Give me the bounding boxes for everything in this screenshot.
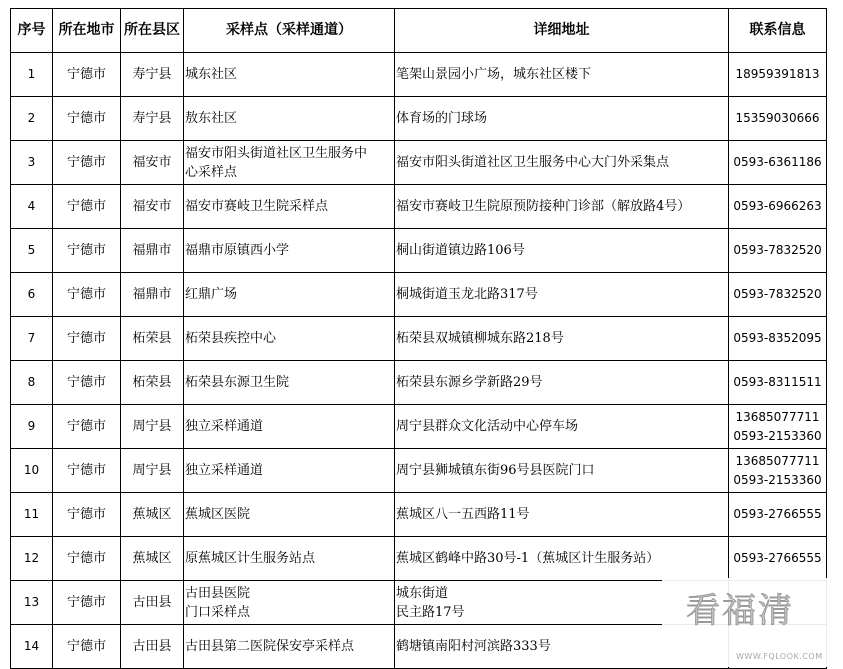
cell-county: 古田县 [121, 581, 184, 625]
cell-site-line: 古田县医院 [185, 585, 251, 601]
cell-address [395, 493, 729, 537]
sampling-sites-table [10, 8, 827, 669]
cell-site [184, 537, 395, 581]
table-row [11, 185, 827, 229]
table-row [11, 449, 827, 493]
cell-contact [729, 449, 827, 493]
cell-site [184, 97, 395, 141]
cell-site-line: 柘荣县疾控中心 [185, 331, 277, 346]
table-row [11, 229, 827, 273]
cell-contact-line: 13685077711 [735, 409, 820, 424]
cell-contact-line: 0593-2766555 [733, 507, 822, 521]
cell-site-line: 柘荣县东源卫生院 [185, 375, 290, 390]
cell-site [184, 53, 395, 97]
cell-index: 12 [11, 537, 53, 581]
cell-address [395, 185, 729, 229]
cell-address-line: 福安市阳头街道社区卫生服务中心大门外采集点 [396, 155, 670, 170]
cell-county: 蕉城区 [121, 493, 184, 537]
cell-index: 1 [11, 53, 53, 97]
cell-site-line: 蕉城区医院 [185, 507, 251, 522]
cell-contact [729, 537, 827, 581]
cell-index: 14 [11, 625, 53, 669]
cell-site [184, 185, 395, 229]
header-address: 详细地址 [395, 9, 729, 53]
cell-address-line: 笔架山景园小广场，城东社区楼下 [396, 67, 592, 82]
cell-city: 宁德市 [53, 449, 121, 493]
cell-address [395, 141, 729, 185]
cell-site [184, 493, 395, 537]
cell-index: 9 [11, 405, 53, 449]
cell-site-line: 原蕉城区计生服务站点 [185, 551, 316, 566]
cell-city: 宁德市 [53, 185, 121, 229]
watermark-url: WWW.FQLOOK.COM [736, 652, 823, 661]
cell-county: 周宁县 [121, 405, 184, 449]
cell-site-line: 福鼎市原镇西小学 [185, 243, 290, 258]
cell-address-line: 城东街道 [396, 585, 449, 601]
table-row [11, 361, 827, 405]
table-row [11, 537, 827, 581]
cell-city: 宁德市 [53, 581, 121, 625]
cell-site [184, 625, 395, 669]
cell-county: 周宁县 [121, 449, 184, 493]
cell-contact [729, 493, 827, 537]
cell-city: 宁德市 [53, 97, 121, 141]
cell-city: 宁德市 [53, 141, 121, 185]
cell-address-line: 蕉城区鹤峰中路30号-1（蕉城区计生服务站） [396, 551, 660, 566]
cell-county: 福鼎市 [121, 273, 184, 317]
cell-contact-line: 0593-8311511 [733, 375, 822, 389]
cell-site [184, 229, 395, 273]
cell-contact-line: 18959391813 [735, 67, 820, 81]
cell-address-line: 体育场的门球场 [396, 111, 488, 126]
cell-contact-line: 0593-2766555 [733, 551, 822, 565]
cell-site [184, 405, 395, 449]
cell-address-line: 蕉城区八一五西路11号 [396, 507, 530, 522]
cell-address [395, 361, 729, 405]
cell-contact [729, 97, 827, 141]
cell-contact-line: 0593-6361186 [733, 155, 822, 169]
cell-city: 宁德市 [53, 405, 121, 449]
cell-site [184, 449, 395, 493]
cell-city: 宁德市 [53, 361, 121, 405]
cell-city: 宁德市 [53, 537, 121, 581]
cell-index: 6 [11, 273, 53, 317]
cell-index: 13 [11, 581, 53, 625]
cell-site-line: 城东社区 [185, 67, 238, 82]
cell-contact [729, 317, 827, 361]
cell-address [395, 405, 729, 449]
cell-site-line: 敖东社区 [185, 111, 238, 126]
cell-contact [729, 53, 827, 97]
cell-contact-line: 15359030666 [735, 111, 820, 125]
cell-address-line: 福安市赛岐卫生院原预防接种门诊部（解放路4号） [396, 199, 691, 214]
cell-address [395, 317, 729, 361]
cell-site-line: 福安市赛岐卫生院采样点 [185, 199, 329, 214]
cell-county: 柘荣县 [121, 361, 184, 405]
cell-address [395, 537, 729, 581]
cell-index: 11 [11, 493, 53, 537]
cell-city: 宁德市 [53, 229, 121, 273]
cell-address-line: 桐城街道玉龙北路317号 [396, 287, 538, 302]
cell-contact [729, 185, 827, 229]
cell-county: 福鼎市 [121, 229, 184, 273]
watermark-logo-text: 看福清 [686, 591, 794, 631]
table-row [11, 273, 827, 317]
header-county: 所在县区 [121, 9, 184, 53]
cell-address [395, 53, 729, 97]
header-city: 所在地市 [53, 9, 121, 53]
table-row [11, 141, 827, 185]
cell-county: 福安市 [121, 185, 184, 229]
cell-site-line: 福安市阳头街道社区卫生服务中 [185, 145, 368, 161]
header-contact: 联系信息 [729, 9, 827, 53]
table-row [11, 493, 827, 537]
cell-city: 宁德市 [53, 493, 121, 537]
cell-address-line: 民主路17号 [396, 604, 465, 620]
cell-address [395, 449, 729, 493]
table-row [11, 53, 827, 97]
cell-index: 10 [11, 449, 53, 493]
cell-index: 7 [11, 317, 53, 361]
cell-contact-line: 0593-2153360 [733, 428, 822, 443]
header-index: 序号 [11, 9, 53, 53]
cell-county: 寿宁县 [121, 97, 184, 141]
cell-address-line: 柘荣县东源乡学新路29号 [396, 375, 543, 390]
cell-address [395, 229, 729, 273]
cell-site-line: 古田县第二医院保安亭采样点 [185, 639, 355, 654]
cell-site-line: 独立采样通道 [185, 463, 264, 478]
cell-city: 宁德市 [53, 273, 121, 317]
cell-city: 宁德市 [53, 625, 121, 669]
cell-address-line: 柘荣县双城镇柳城东路218号 [396, 331, 564, 346]
cell-site [184, 317, 395, 361]
cell-index: 2 [11, 97, 53, 141]
cell-county: 蕉城区 [121, 537, 184, 581]
cell-address-line: 桐山街道镇边路106号 [396, 243, 525, 258]
header-site: 采样点（采样通道） [184, 9, 395, 53]
cell-contact-line: 0593-7832520 [733, 287, 822, 301]
cell-site [184, 141, 395, 185]
cell-contact-line: 0593-6966263 [733, 199, 822, 213]
cell-county: 寿宁县 [121, 53, 184, 97]
cell-contact [729, 273, 827, 317]
cell-contact-line: 0593-7832520 [733, 243, 822, 257]
cell-county: 柘荣县 [121, 317, 184, 361]
cell-site-line: 独立采样通道 [185, 419, 264, 434]
cell-contact-line: 0593-8352095 [733, 331, 822, 345]
cell-contact [729, 229, 827, 273]
cell-address-line: 周宁县狮城镇东街96号县医院门口 [396, 463, 595, 478]
cell-index: 3 [11, 141, 53, 185]
cell-contact [729, 141, 827, 185]
cell-site [184, 581, 395, 625]
cell-address [395, 97, 729, 141]
cell-address [395, 273, 729, 317]
cell-city: 宁德市 [53, 53, 121, 97]
table-row [11, 97, 827, 141]
cell-county: 福安市 [121, 141, 184, 185]
cell-index: 4 [11, 185, 53, 229]
cell-county: 古田县 [121, 625, 184, 669]
cell-address-line: 鹤塘镇南阳村河滨路333号 [396, 639, 551, 654]
table-row [11, 317, 827, 361]
cell-site-line: 心采样点 [185, 164, 238, 180]
cell-index: 5 [11, 229, 53, 273]
cell-contact [729, 405, 827, 449]
cell-address-line: 周宁县群众文化活动中心停车场 [396, 419, 579, 434]
cell-site-line: 红鼎广场 [185, 287, 238, 302]
cell-site [184, 361, 395, 405]
cell-index: 8 [11, 361, 53, 405]
cell-city: 宁德市 [53, 317, 121, 361]
cell-contact [729, 361, 827, 405]
table-row [11, 405, 827, 449]
cell-contact-line: 0593-2153360 [733, 472, 822, 487]
cell-contact-line: 13685077711 [735, 453, 820, 468]
cell-site [184, 273, 395, 317]
cell-site-line: 门口采样点 [185, 604, 251, 620]
table-header-row [11, 9, 827, 53]
